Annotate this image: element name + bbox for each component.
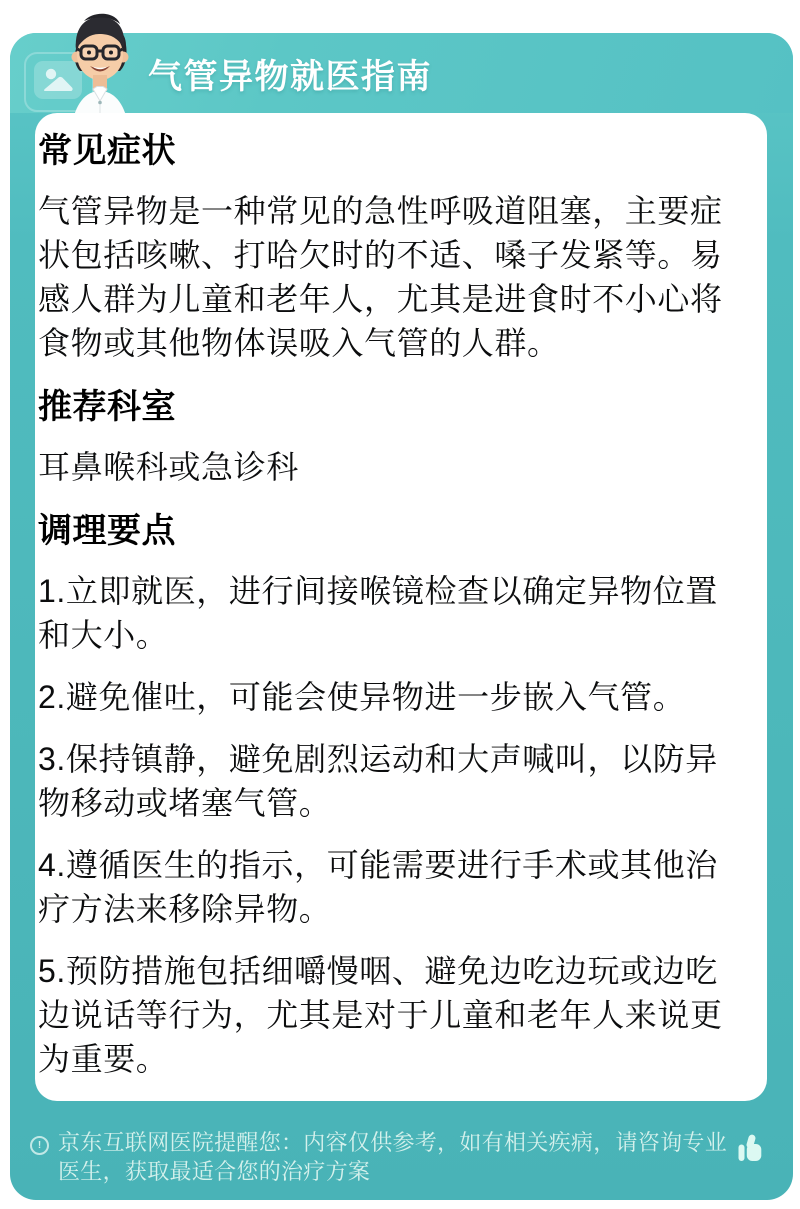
section-paragraph: 1.立即就医，进行间接喉镜检查以确定异物位置和大小。 (38, 573, 718, 653)
section-heading: 常见症状 (38, 132, 176, 170)
info-exclamation: ! (37, 1139, 42, 1151)
section-paragraph: 5.预防措施包括细嚼慢咽、避免边吃边玩或边吃边说话等行为，尤其是对于儿童和老年人来说更为重要。 (38, 953, 723, 1077)
section-paragraph: 4.遵循医生的指示，可能需要进行手术或其他治疗方法来移除异物。 (38, 847, 718, 927)
section-paragraph: 耳鼻喉科或急诊科 (38, 449, 299, 485)
footer (10, 1128, 793, 1186)
footer-disclaimer: 京东互联网医院提醒您：内容仅供参考，如有相关疾病，请咨询专业医生，获取最适合您的治疗方案 (58, 1130, 728, 1184)
page-title: 气管异物就医指南 (148, 57, 432, 96)
section-paragraph: 气管异物是一种常见的急性呼吸道阻塞，主要症状包括咳嗽、打哈欠时的不适、嗓子发紧等。易感人群为儿童和老年人，尤其是进食时不小心将食物或其他物体误吸入气管的人群。 (38, 193, 723, 361)
section-heading: 推荐科室 (38, 388, 176, 426)
info-circle-icon (30, 1136, 49, 1155)
section-paragraph: 2.避免催吐，可能会使异物进一步嵌入气管。 (38, 679, 686, 715)
thumbs-up-icon[interactable] (732, 1131, 767, 1171)
section-heading: 调理要点 (38, 512, 176, 550)
content-card (35, 113, 767, 1101)
section-paragraph: 3.保持镇静，避免剧烈运动和大声喊叫，以防异物移动或堵塞气管。 (38, 741, 718, 821)
app-container (10, 33, 793, 1200)
